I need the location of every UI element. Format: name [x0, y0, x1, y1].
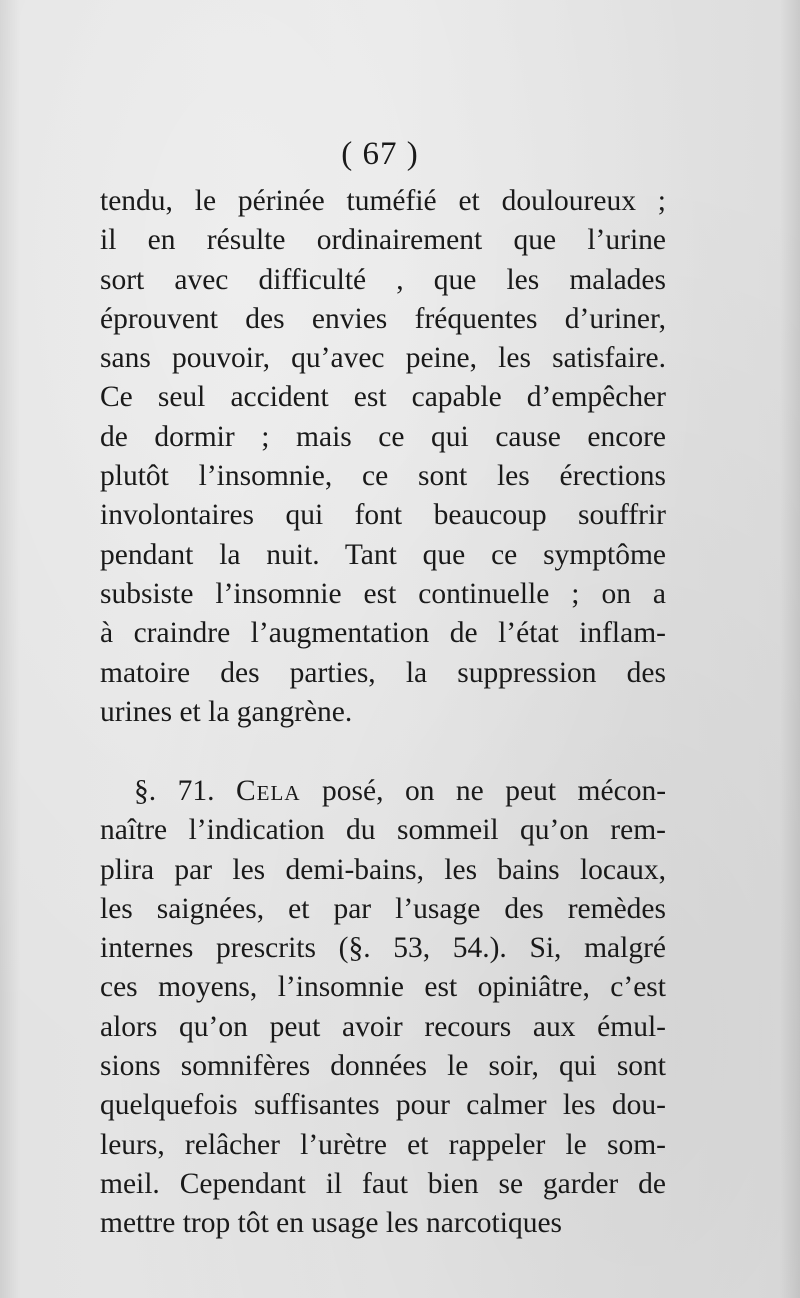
paragraph-1: [100, 182, 666, 732]
text-line: sions somnifères données le soir, qui sont: [100, 1050, 666, 1083]
text-line: tendu, le périnée tuméfié et douloureux ;: [100, 185, 666, 217]
text-line: il en résulte ordinairement que l’urine: [100, 224, 666, 257]
text-line: plira par les demi-bains, les bains locaux,: [100, 853, 666, 886]
text-line: internes prescrits (§. 53, 54.). Si, malgré: [100, 932, 666, 965]
text-line: plutôt l’insomnie, ce sont les érections: [100, 460, 666, 493]
lead-word: Cela: [236, 775, 301, 807]
text-line: subsiste l’insomnie est continuelle ; on a: [100, 577, 666, 610]
text-line: quelquefois suffisantes pour calmer les dou-: [100, 1089, 666, 1122]
text-line: involontaires qui font beaucoup souffrir: [100, 499, 666, 532]
text-line: naître l’indication du sommeil qu’on rem-: [100, 814, 666, 847]
text-line: leurs, relâcher l’urètre et rappeler le som-: [100, 1128, 666, 1161]
text-line: meil. Cependant il faut bien se garder de: [100, 1167, 666, 1200]
text-line: alors qu’on peut avoir recours aux émul-: [100, 1010, 666, 1043]
text-line: sort avec difficulté , que les malades: [100, 263, 666, 296]
paragraph-first-line: [100, 772, 666, 811]
text-line: Ce seul accident est capable d’empêcher: [100, 381, 666, 414]
text-line: sans pouvoir, qu’avec peine, les satisfaire.: [100, 342, 666, 375]
text-line: urines et la gangrène.: [100, 695, 353, 728]
section-number: §. 71.: [134, 775, 215, 807]
text-line: pendant la nuit. Tant que ce symptôme: [100, 538, 666, 571]
page-number: ( 67 ): [341, 136, 419, 172]
text-line: de dormir ; mais ce qui cause encore: [100, 420, 666, 453]
text-line: mettre trop tôt en usage les narcotiques: [100, 1207, 563, 1240]
text-line: matoire des parties, la suppression des: [100, 656, 666, 689]
text-line: éprouvent des envies fréquentes d’uriner,: [100, 302, 666, 335]
paragraph-2: [100, 772, 666, 1244]
text-line: ces moyens, l’insomnie est opiniâtre, c’est: [100, 971, 666, 1004]
text-line: les saignées, et par l’usage des remèdes: [100, 892, 666, 925]
text-line: à craindre l’augmentation de l’état inflam-: [100, 617, 666, 650]
first-line-text: posé, on ne peut mécon-: [322, 775, 667, 807]
